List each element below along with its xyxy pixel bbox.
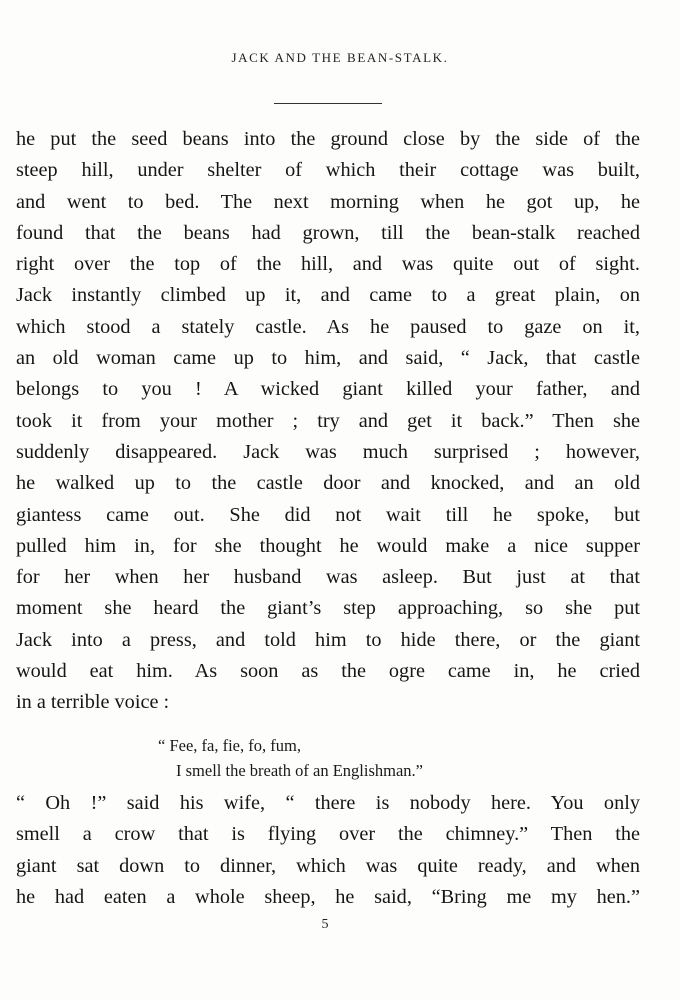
text-line: suddenly disappeared. Jack was much surprised ; however,	[16, 440, 640, 463]
text-line: “ Oh !” said his wife, “ there is nobody here. You only	[16, 792, 640, 814]
text-line: he walked up to the castle door and knocked, and an old	[16, 472, 640, 495]
verse-quote	[0, 733, 680, 783]
text-line: smell a crow that is flying over the chimney.” Then the	[16, 823, 640, 846]
text-line: which stood a stately castle. As he paused to gaze on it,	[16, 315, 640, 338]
text-line: found that the beans had grown, till the bean-stalk reached	[16, 221, 640, 244]
text-line: belongs to you ! A wicked giant killed your father, and	[16, 378, 640, 401]
paragraph-main	[16, 124, 640, 719]
text-line: moment she heard the giant’s step approaching, so she put	[16, 597, 640, 620]
text-line: giantess came out. She did not wait till he spoke, but	[16, 503, 640, 526]
header-rule	[274, 103, 382, 104]
text-line: giant sat down to dinner, which was quite ready, and when	[16, 854, 640, 877]
text-line: he had eaten a whole sheep, he said, “Bring me my hen.”	[16, 885, 640, 908]
text-line: and went to bed. The next morning when he got up, he	[16, 190, 640, 213]
text-line: in a terrible voice :	[16, 691, 170, 714]
verse-line-1: “ Fee, fa, fie, fo, fum,	[158, 736, 301, 755]
verse-line-2: I smell the breath of an Englishman.”	[176, 761, 423, 780]
text-line: Jack instantly climbed up it, and came to a great plain, on	[16, 284, 640, 307]
running-head-title: JACK AND THE BEAN-STALK.	[231, 50, 449, 65]
text-line: took it from your mother ; try and get it back.” Then she	[16, 409, 640, 432]
text-line: an old woman came up to him, and said, “ Jack, that castle	[16, 347, 640, 370]
text-line: steep hill, under shelter of which their cottage was built,	[16, 159, 640, 182]
page-number: 5	[321, 917, 329, 932]
text-line: he put the seed beans into the ground close by the side of the	[16, 128, 640, 150]
paragraph-continuation	[16, 788, 640, 913]
text-line: right over the top of the hill, and was quite out of sight.	[16, 253, 640, 276]
text-line: would eat him. As soon as the ogre came in, he cried	[16, 660, 640, 683]
text-line: pulled him in, for she thought he would make a nice supper	[16, 534, 640, 557]
text-line: for her when her husband was asleep. But just at that	[16, 566, 640, 589]
text-line: Jack into a press, and told him to hide there, or the giant	[16, 628, 640, 651]
